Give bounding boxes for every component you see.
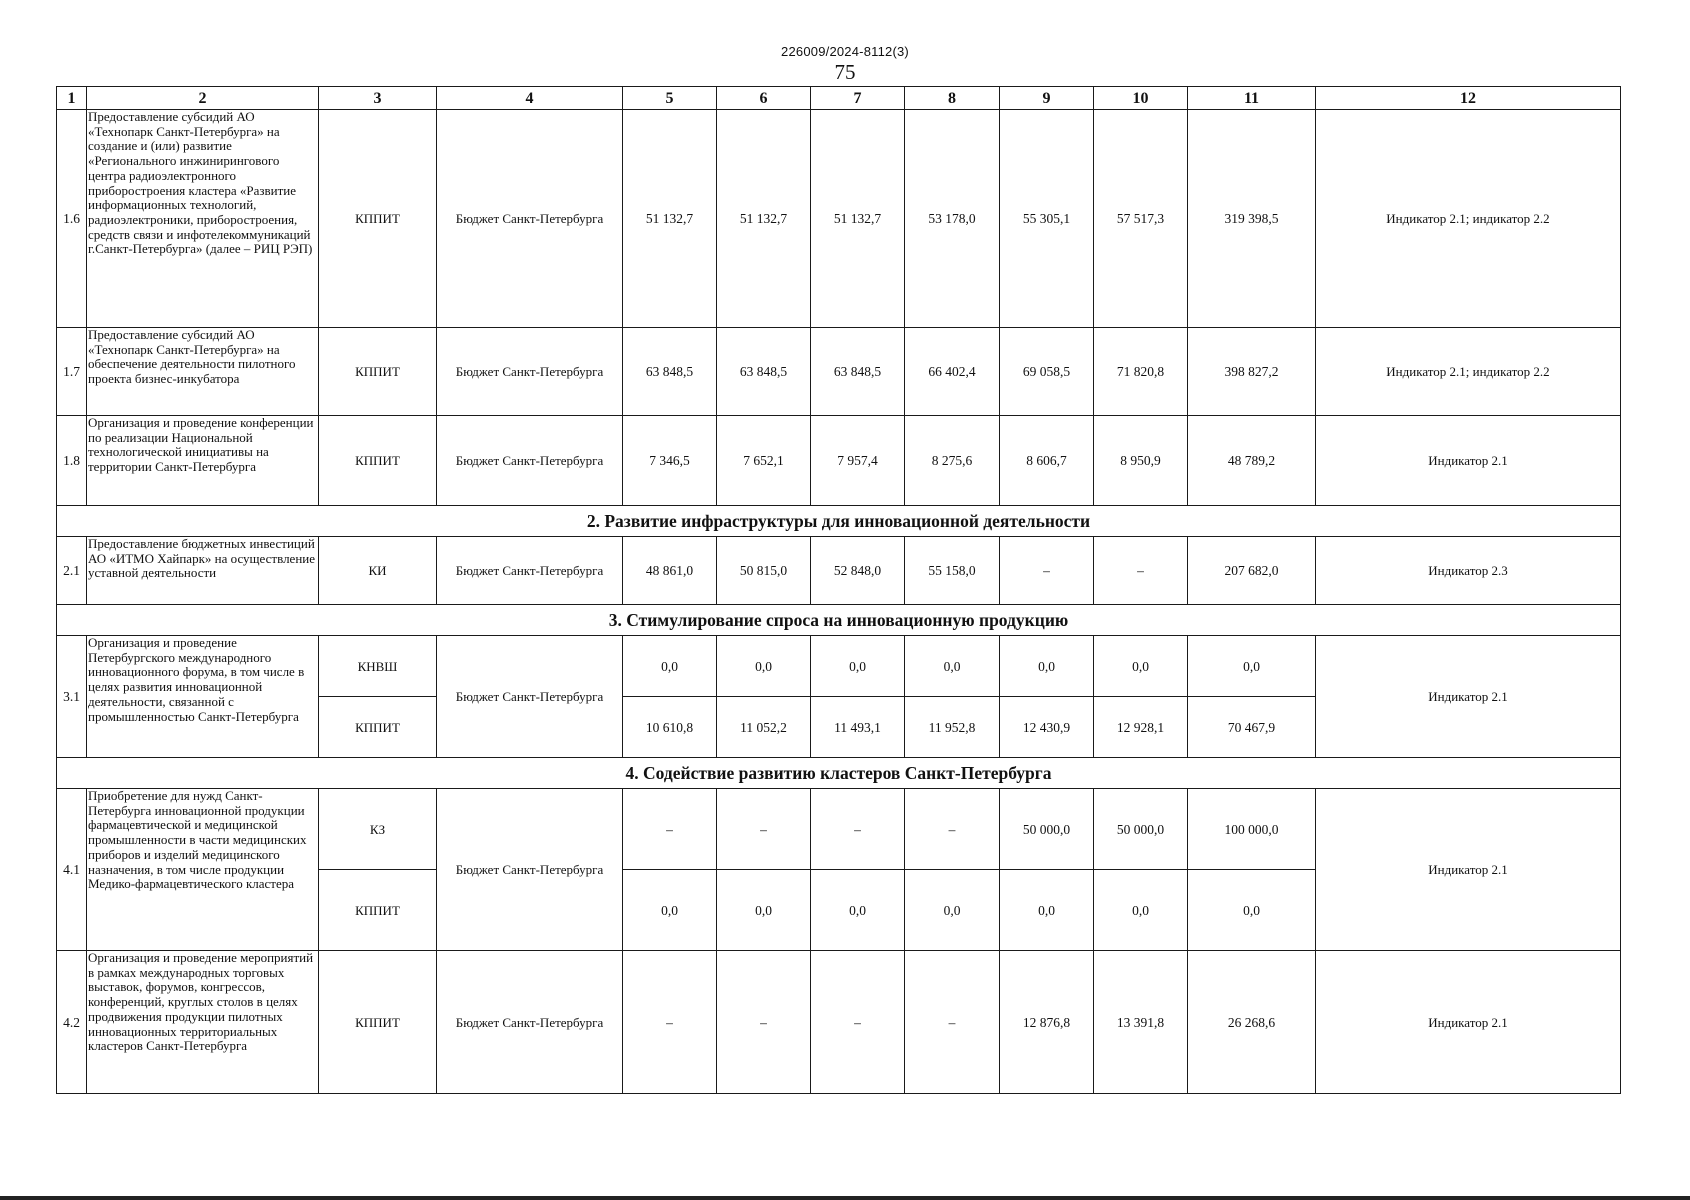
column-header: 4 (437, 87, 623, 110)
section-heading-row (57, 506, 1621, 537)
value-col-5: 63 848,5 (623, 328, 717, 416)
column-header: 6 (717, 87, 811, 110)
executor: КППИТ (319, 328, 437, 416)
value-col-9: 55 305,1 (1000, 110, 1094, 328)
value-col-8: 55 158,0 (905, 537, 1000, 605)
value-col-9: 0,0 (1000, 870, 1094, 951)
indicator: Индикатор 2.1 (1316, 789, 1621, 951)
value-total: 48 789,2 (1188, 416, 1316, 506)
value-total: 26 268,6 (1188, 951, 1316, 1094)
value-total: 0,0 (1188, 636, 1316, 697)
funding-source: Бюджет Санкт-Петербурга (437, 537, 623, 605)
value-col-9: 12 876,8 (1000, 951, 1094, 1094)
funding-source: Бюджет Санкт-Петербурга (437, 416, 623, 506)
executor: КНВШ (319, 636, 437, 697)
indicator: Индикатор 2.1; индикатор 2.2 (1316, 110, 1621, 328)
row-number: 1.7 (57, 328, 87, 416)
value-col-8: – (905, 951, 1000, 1094)
value-col-6: 50 815,0 (717, 537, 811, 605)
section-heading-row (57, 758, 1621, 789)
column-header: 3 (319, 87, 437, 110)
value-col-7: 0,0 (811, 870, 905, 951)
table-row (57, 636, 1621, 697)
value-col-7: – (811, 789, 905, 870)
value-col-10: 57 517,3 (1094, 110, 1188, 328)
row-number: 4.2 (57, 951, 87, 1094)
executor: КИ (319, 537, 437, 605)
section-heading-2: 2. Развитие инфраструктуры для инновационной деятельности (57, 506, 1621, 537)
row-number: 4.1 (57, 789, 87, 951)
table-row (57, 110, 1621, 328)
value-col-6: 51 132,7 (717, 110, 811, 328)
value-col-5: 51 132,7 (623, 110, 717, 328)
executor: КППИТ (319, 110, 437, 328)
measure-description: Организация и проведение Петербургского международного инновационного форума, в том числе в целях развития инновационной деятельности, связанной с промышленностью Санкт-Петербурга (87, 636, 319, 758)
value-col-7: 7 957,4 (811, 416, 905, 506)
value-col-5: – (623, 951, 717, 1094)
indicator: Индикатор 2.3 (1316, 537, 1621, 605)
value-col-6: – (717, 789, 811, 870)
measure-description: Организация и проведение конференции по реализации Национальной технологической инициативы на территории Санкт-Петербурга (87, 416, 319, 506)
column-header: 7 (811, 87, 905, 110)
indicator: Индикатор 2.1 (1316, 636, 1621, 758)
executor: КЗ (319, 789, 437, 870)
value-col-8: 8 275,6 (905, 416, 1000, 506)
row-number: 3.1 (57, 636, 87, 758)
value-col-10: 50 000,0 (1094, 789, 1188, 870)
value-col-5: 7 346,5 (623, 416, 717, 506)
value-col-10: 8 950,9 (1094, 416, 1188, 506)
column-header: 11 (1188, 87, 1316, 110)
table-row (57, 951, 1621, 1094)
executor: КППИТ (319, 697, 437, 758)
value-col-7: 0,0 (811, 636, 905, 697)
value-col-5: – (623, 789, 717, 870)
funding-source: Бюджет Санкт-Петербурга (437, 110, 623, 328)
value-col-8: 0,0 (905, 870, 1000, 951)
measure-description: Организация и проведение мероприятий в рамках международных торговых выставок, форумов, конгрессов, конференций, круглых столов в целях продвижения продукции пилотных инновационных территориальных кластеров Санкт-Петербурга (87, 951, 319, 1094)
column-header: 9 (1000, 87, 1094, 110)
value-col-7: 52 848,0 (811, 537, 905, 605)
value-col-9: 8 606,7 (1000, 416, 1094, 506)
value-col-6: 7 652,1 (717, 416, 811, 506)
value-col-8: 53 178,0 (905, 110, 1000, 328)
funding-source: Бюджет Санкт-Петербурга (437, 951, 623, 1094)
funding-source: Бюджет Санкт-Петербурга (437, 789, 623, 951)
funding-source: Бюджет Санкт-Петербурга (437, 328, 623, 416)
value-col-9: – (1000, 537, 1094, 605)
value-col-5: 10 610,8 (623, 697, 717, 758)
table-row (57, 416, 1621, 506)
value-col-8: 0,0 (905, 636, 1000, 697)
table-row (57, 537, 1621, 605)
document-registration-number: 226009/2024-8112(3) (781, 44, 909, 59)
value-col-5: 48 861,0 (623, 537, 717, 605)
column-header: 10 (1094, 87, 1188, 110)
indicator: Индикатор 2.1 (1316, 416, 1621, 506)
value-col-10: 12 928,1 (1094, 697, 1188, 758)
row-number: 1.8 (57, 416, 87, 506)
value-total: 70 467,9 (1188, 697, 1316, 758)
scan-bottom-edge (0, 1196, 1690, 1200)
value-col-6: 0,0 (717, 870, 811, 951)
table-row (57, 328, 1621, 416)
executor: КППИТ (319, 416, 437, 506)
indicator: Индикатор 2.1 (1316, 951, 1621, 1094)
column-header: 12 (1316, 87, 1621, 110)
table-row (57, 789, 1621, 870)
page-number: 75 (834, 60, 856, 84)
section-heading-4: 4. Содействие развитию кластеров Санкт-Петербурга (57, 758, 1621, 789)
column-header: 8 (905, 87, 1000, 110)
value-col-9: 0,0 (1000, 636, 1094, 697)
measure-description: Приобретение для нужд Санкт-Петербурга инновационной продукции фармацевтической и медицинской промышленности в части медицинских приборов и изделий медицинского назначения, в том числе продукции Медико-фармацевтического кластера (87, 789, 319, 951)
value-col-6: 0,0 (717, 636, 811, 697)
column-number-header-row (57, 87, 1621, 110)
value-col-7: 51 132,7 (811, 110, 905, 328)
value-col-6: – (717, 951, 811, 1094)
value-total: 0,0 (1188, 870, 1316, 951)
executor: КППИТ (319, 951, 437, 1094)
row-number: 1.6 (57, 110, 87, 328)
section-heading-row (57, 605, 1621, 636)
value-total: 207 682,0 (1188, 537, 1316, 605)
value-total: 100 000,0 (1188, 789, 1316, 870)
value-col-10: 71 820,8 (1094, 328, 1188, 416)
column-header: 1 (57, 87, 87, 110)
value-col-6: 11 052,2 (717, 697, 811, 758)
value-col-8: 11 952,8 (905, 697, 1000, 758)
value-col-9: 50 000,0 (1000, 789, 1094, 870)
measure-description: Предоставление бюджетных инвестиций АО «ИТМО Хайпарк» на осуществление уставной деятельности (87, 537, 319, 605)
value-col-10: – (1094, 537, 1188, 605)
value-col-9: 69 058,5 (1000, 328, 1094, 416)
value-col-8: – (905, 789, 1000, 870)
executor: КППИТ (319, 870, 437, 951)
column-header: 2 (87, 87, 319, 110)
value-col-10: 0,0 (1094, 870, 1188, 951)
measure-description: Предоставление субсидий АО «Технопарк Санкт-Петербурга» на обеспечение деятельности пилотного проекта бизнес-инкубатора (87, 328, 319, 416)
value-col-8: 66 402,4 (905, 328, 1000, 416)
value-col-5: 0,0 (623, 636, 717, 697)
value-total: 319 398,5 (1188, 110, 1316, 328)
program-measures-table (56, 86, 1621, 1094)
value-col-10: 0,0 (1094, 636, 1188, 697)
funding-source: Бюджет Санкт-Петербурга (437, 636, 623, 758)
value-col-7: 63 848,5 (811, 328, 905, 416)
value-col-9: 12 430,9 (1000, 697, 1094, 758)
indicator: Индикатор 2.1; индикатор 2.2 (1316, 328, 1621, 416)
row-number: 2.1 (57, 537, 87, 605)
column-header: 5 (623, 87, 717, 110)
value-col-6: 63 848,5 (717, 328, 811, 416)
section-heading-3: 3. Стимулирование спроса на инновационную продукцию (57, 605, 1621, 636)
value-col-5: 0,0 (623, 870, 717, 951)
value-col-7: 11 493,1 (811, 697, 905, 758)
measure-description: Предоставление субсидий АО «Технопарк Санкт-Петербурга» на создание и (или) развитие «Регионального инжинирингового центра радиоэлектронного приборостроения кластера «Развитие информационных технологий, радиоэлектроники, приборостроения, средств связи и инфотелекоммуникаций г.Санкт-Петербурга» (далее – РИЦ РЭП) (87, 110, 319, 328)
value-col-7: – (811, 951, 905, 1094)
value-col-10: 13 391,8 (1094, 951, 1188, 1094)
value-total: 398 827,2 (1188, 328, 1316, 416)
